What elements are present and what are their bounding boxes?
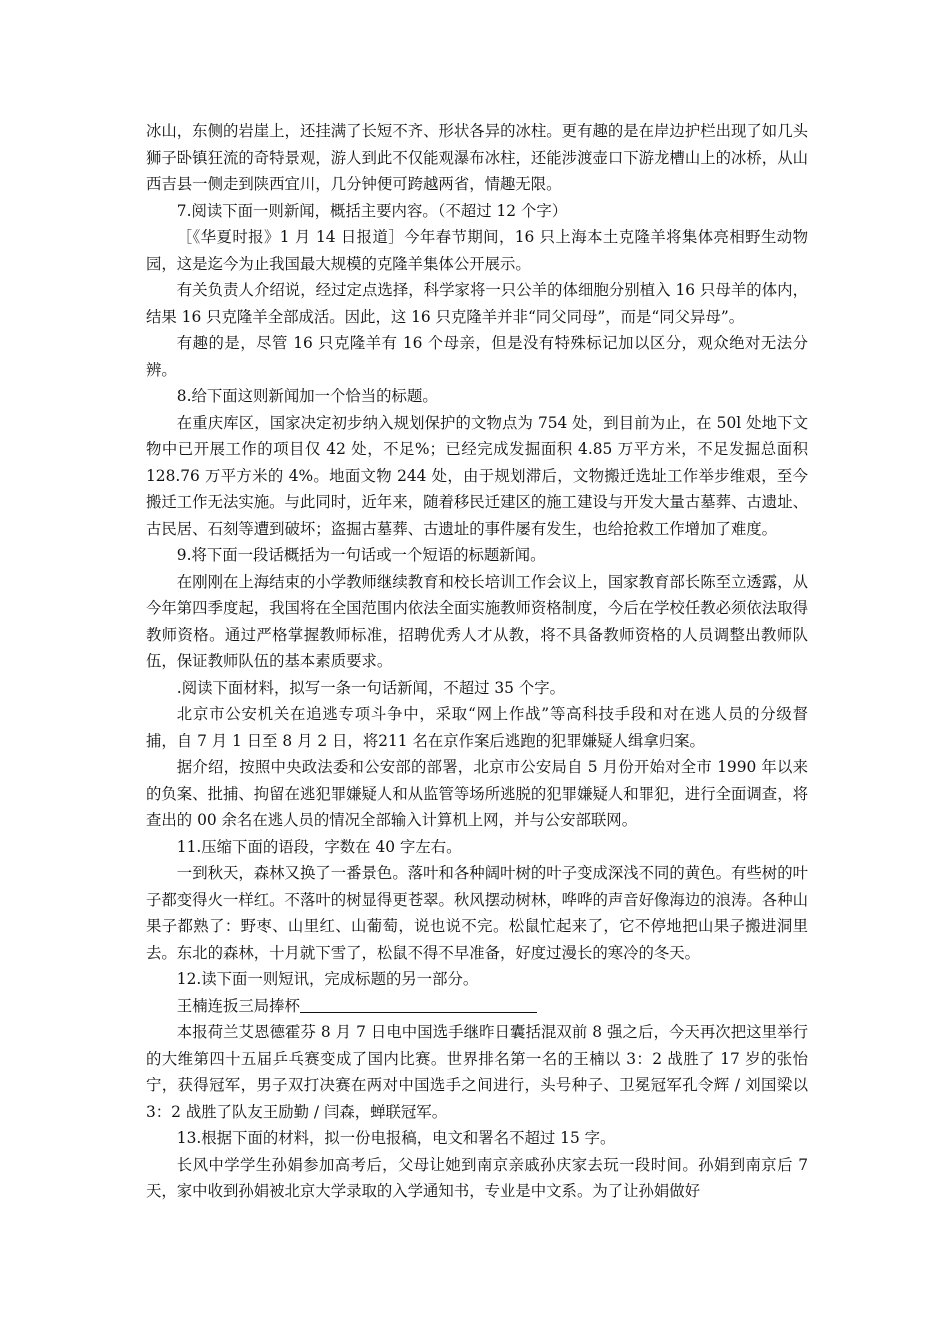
question-7-news-paragraph-1: ［《华夏时报》1 月 14 日报道］今年春节期间，16 只上海本土克隆羊将集体亮相野生动物园，这是迄今为止我国最大规模的克隆羊集体公开展示。	[146, 228, 808, 273]
headline-blank-line	[300, 996, 537, 1013]
document-page	[146, 118, 808, 1205]
question-12: 12.读下面一则短讯，完成标题的另一部分。	[176, 970, 479, 988]
question-10-material-paragraph-1: 北京市公安机关在追逃专项斗争中，采取“网上作战”等高科技手段和对在逃人员的分级督捕，自 7 月 1 日至 8 月 2 日，将211 名在京作案后逃跑的犯罪嫌疑人缉拿归案。	[146, 705, 808, 750]
question-10-material-paragraph-2: 据介绍，按照中央政法委和公安部的部署，北京市公安局自 5 月份开始对全市 1990 年以来的负案、批捕、拘留在逃犯罪嫌疑人和从监管等场所逃脱的犯罪嫌疑人和罪犯，进行全面调查，将查出的 00 余名在逃人员的情况全部输入计算机上网，并与公安部联网。	[146, 758, 808, 829]
continued-paragraph: 冰山，东侧的岩崖上，还挂满了长短不齐、形状各异的冰柱。更有趣的是在岸边护栏出现了如几头狮子卧镇狂流的奇特景观，游人到此不仅能观瀑布冰柱，还能涉渡壶口下游龙槽山上的冰桥，从山西吉县一侧走到陕西宜川，几分钟便可跨越两省，情趣无限。	[146, 122, 808, 193]
question-10: .阅读下面材料，拟写一条一句话新闻，不超过 35 个字。	[176, 678, 566, 697]
question-7: 7.阅读下面一则新闻，概括主要内容。（不超过 12 个字）	[176, 201, 568, 220]
question-8: 8.给下面这则新闻加一个恰当的标题。	[176, 387, 438, 405]
question-9: 9.将下面一段话概括为一句话或一个短语的标题新闻。	[176, 546, 546, 564]
headline-text: 王楠连扳三局捧杯	[176, 996, 300, 1015]
question-13-material-paragraph: 长风中学学生孙娟参加高考后，父母让她到南京亲戚孙庆家去玩一段时间。孙娟到南京后 7 天，家中收到孙娟被北京大学录取的入学通知书，专业是中文系。为了让孙娟做好	[146, 1155, 808, 1200]
question-11: 11.压缩下面的语段，字数在 40 字左右。	[176, 837, 462, 856]
question-9-news-paragraph: 在刚刚在上海结束的小学教师继续教育和校长培训工作会议上，国家教育部长陈至立透露，从今年第四季度起，我国将在全国范围内依法全面实施教师资格制度，今后在学校任教必须依法取得教师资格。通过严格掌握教师标准，招聘优秀人才从教，将不具备教师资格的人员调整出教师队伍，保证教师队伍的基本素质要求。	[146, 572, 808, 670]
question-7-news-paragraph-3: 有趣的是，尽管 16 只克隆羊有 16 个母亲，但是没有特殊标记加以区分，观众绝对无法分辨。	[146, 334, 808, 379]
question-12-news-paragraph: 本报荷兰艾恩德霍芬 8 月 7 日电中国选手继昨日囊括混双前 8 强之后，今天再次把这里举行的大维第四十五届乒乓赛变成了国内比赛。世界排名第一名的王楠以 3：2 战胜了 17 岁的张怡宁，获得冠军，男子双打决赛在两对中国选手之间进行，头号种子、卫冕冠军孔令辉 / 刘国梁以 3：2 战胜了队友王励勤 / 闫森，蝉联冠军。	[146, 1023, 808, 1121]
question-13: 13.根据下面的材料，拟一份电报稿，电文和署名不超过 15 字。	[176, 1129, 616, 1147]
question-11-passage: 一到秋天，森林又换了一番景色。落叶和各种阔叶树的叶子变成深浅不同的黄色。有些树的叶子都变得火一样红。不落叶的树显得更苍翠。秋风摆动树林，哗哗的声音好像海边的浪涛。各种山果子都熟了：野枣、山里红、山葡萄，说也说不完。松鼠忙起来了，它不停地把山果子搬进洞里去。东北的森林，十月就下雪了，松鼠不得不早准备，好度过漫长的寒冷的冬天。	[146, 864, 808, 962]
question-12-headline	[146, 993, 808, 1020]
question-7-news-paragraph-2: 有关负责人介绍说，经过定点选择，科学家将一只公羊的体细胞分别植入 16 只母羊的体内，结果 16 只克隆羊全部成活。因此，这 16 只克隆羊并非“同父同母”，而是“同父异母”。	[146, 281, 808, 326]
question-8-news-paragraph: 在重庆库区，国家决定初步纳入规划保护的文物点为 754 处，到目前为止，在 50l 处地下文物中已开展工作的项目仅 42 处，不足%；已经完成发掘面积 4.85 万平方米，不足发掘总面积 128.76 万平方米的 4%。地面文物 244 处，由于规划滞后，文物搬迁选址工作举步维艰，至今搬迁工作无法实施。与此同时，近年来，随着移民迁建区的施工建设与开发大量古墓葬、古遗址、古民居、石刻等遭到破坏；盗掘古墓葬、古遗址的事件屡有发生，也给抢救工作增加了难度。	[146, 413, 808, 538]
